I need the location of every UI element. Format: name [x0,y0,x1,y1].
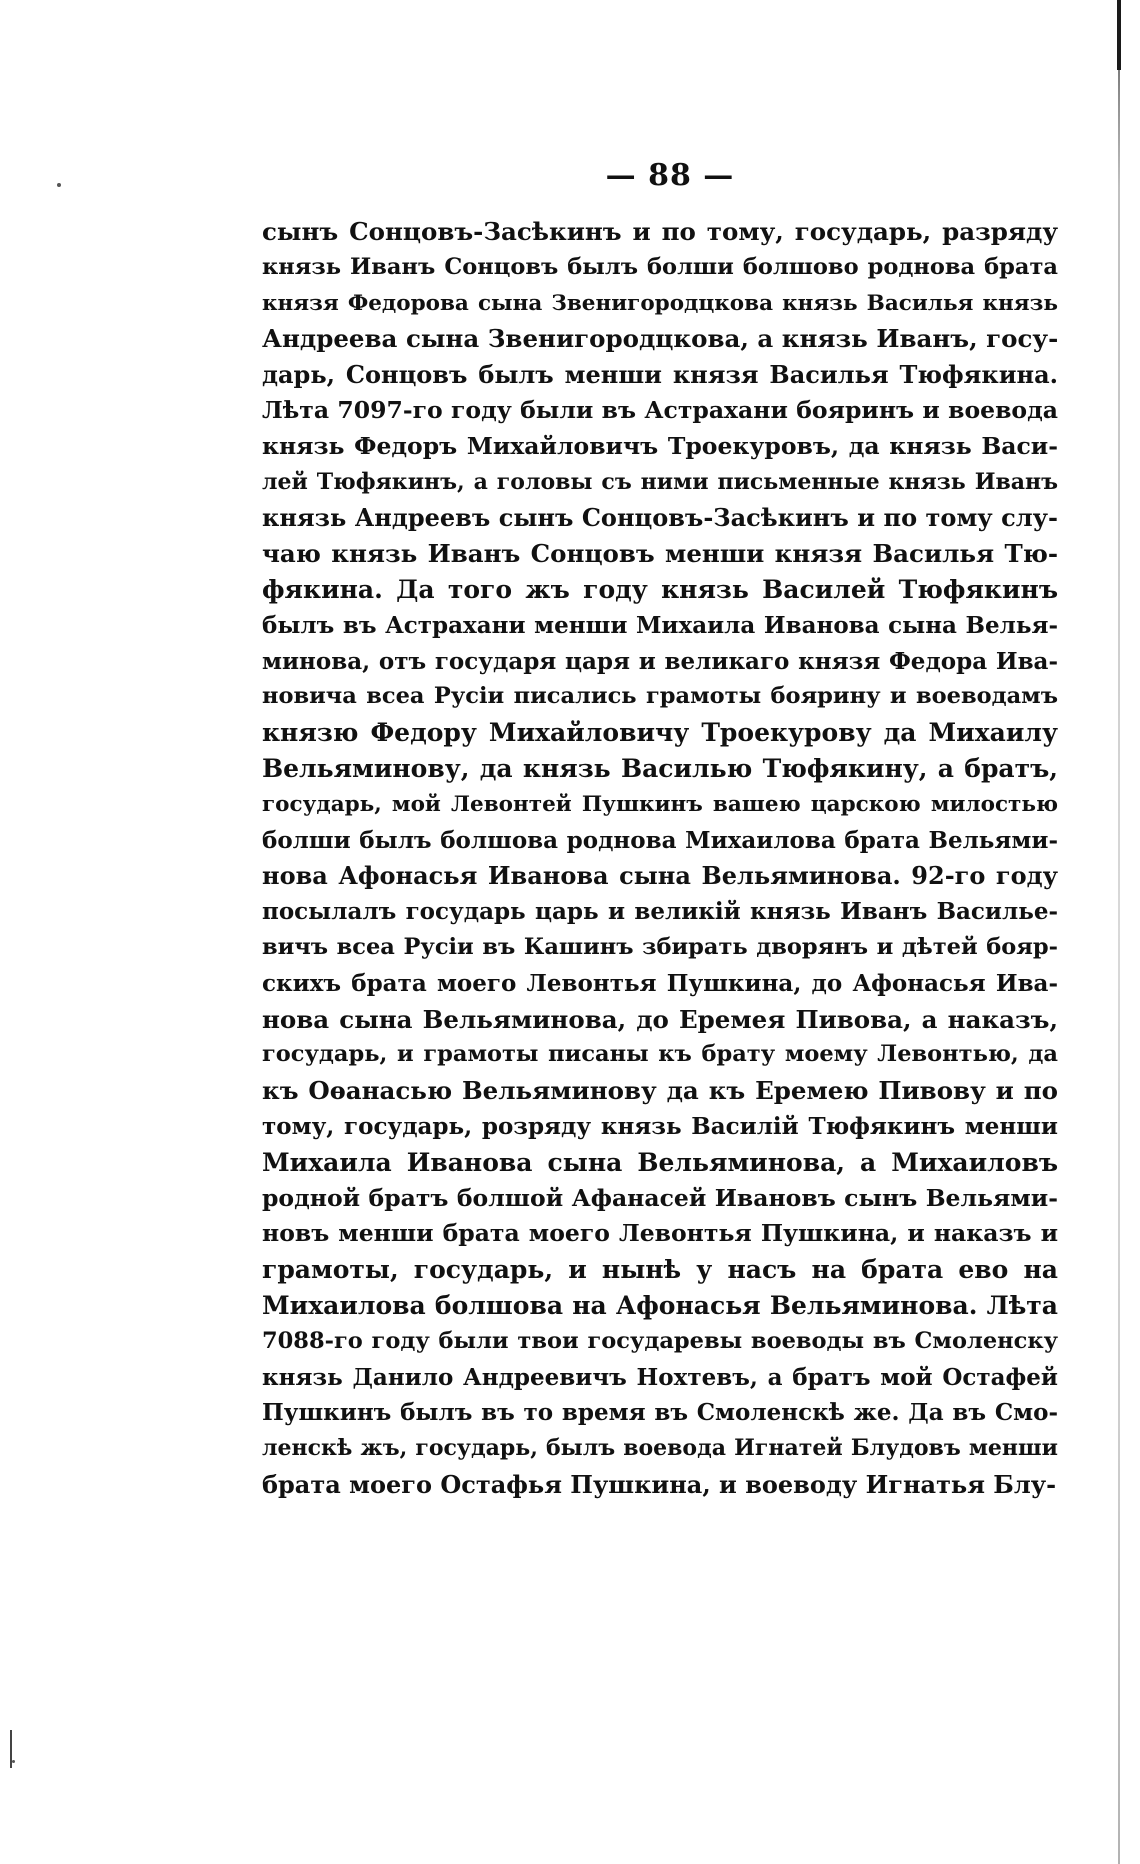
page-number-text: — 88 — [605,158,735,193]
text-line: посылалъ государь царь и великій князь Иванъ Василье- [262,898,1058,926]
text-line: Михаила Иванова сына Вельяминова, а Михаиловъ [262,1147,1058,1177]
text-line: Пушкинъ былъ въ то время въ Смоленскѣ же. Да въ Смо- [262,1399,1058,1427]
text-line: дарь, Сонцовъ былъ менши князя Василья Тюфякина. [262,360,1058,390]
text-line: былъ въ Астрахани менши Михаила Иванова сына Велья- [262,611,1058,639]
text-line: брата моего Остафья Пушкина, и воеводу Игнатья Блу- [262,1469,1057,1499]
text-line: грамоты, государь, и нынѣ у насъ на брата ево на [262,1255,1058,1285]
text-line: чаю князь Иванъ Сонцовъ менши князя Василья Тю- [262,539,1058,569]
text-line: нова сына Вельяминова, до Еремея Пивова, а наказъ, [262,1004,1058,1034]
text-line: князю Федору Михайловичу Троекурову да Михаилу [262,718,1058,748]
page-number [0,158,1140,193]
text-line: вичъ всеа Русіи въ Кашинъ збирать дворянъ и дѣтей бояр- [262,933,1058,960]
text-line: князь Андреевъ сынъ Сонцовъ-Засѣкинъ и по тому слу- [262,503,1058,533]
text-line: Андреева сына Звенигородцкова, а князь Иванъ, госу- [262,324,1059,354]
text-line: Лѣта 7097-го году были въ Астрахани бояринъ и воевода [262,395,1058,424]
text-line: государь, мой Левонтей Пушкинъ вашею царскою милостью [262,791,1058,817]
text-line: 7088-го году были твои государевы воеводы въ Смоленску [262,1327,1058,1354]
text-line: тому, государь, розряду князь Василій Тюфякинъ менши [262,1112,1058,1140]
text-line: родной братъ болшой Афанасей Ивановъ сынъ Вельями- [262,1183,1058,1212]
text-line: ленскѣ жъ, государь, былъ воевода Игнатей Блудовъ менши [262,1435,1058,1462]
text-line: князь Данило Андреевичъ Нохтевъ, а братъ мой Остафей [262,1363,1058,1391]
text-line: князь Иванъ Сонцовъ былъ болши болшово роднова брата [262,253,1058,280]
text-line: болши былъ болшова роднова Михаилова брата Вельями- [262,826,1058,854]
scan-edge-right-top [1117,0,1121,70]
text-line: Вельяминову, да князь Василью Тюфякину, а братъ, [262,753,1058,783]
scan-edge-right [1118,0,1120,1864]
text-line: новича всеа Русіи писались грамоты боярину и воеводамъ [262,683,1058,710]
text-line: къ Оѳанасью Вельяминову да къ Еремею Пивову и по [262,1076,1058,1106]
page-text [262,214,1058,1503]
text-line: князя Федорова сына Звенигородцкова князь Василья князь [262,290,1058,316]
text-line: минова, отъ государя царя и великаго князя Федора Ива- [262,647,1058,675]
text-line: новъ менши брата моего Левонтья Пушкина, и наказъ и [262,1219,1058,1248]
text-line: князь Федоръ Михайловичъ Троекуровъ, да князь Васи- [262,431,1058,460]
text-line: государь, и грамоты писаны къ брату моему Левонтью, да [262,1041,1058,1068]
text-line: скихъ брата моего Левонтья Пушкина, до Афонасья Ива- [262,969,1058,997]
text-line: сынъ Сонцовъ-Засѣкинъ и по тому, государь, разряду [262,217,1058,246]
text-line: лей Тюфякинъ, а головы съ ними письменные князь Иванъ [262,468,1058,495]
text-line: нова Афонасья Иванова сына Вельяминова. 92-го году [262,861,1058,891]
text-line: Михаилова болшова на Афонасья Вельяминова. Лѣта [262,1290,1058,1320]
text-line: фякина. Да того жъ году князь Василей Тюфякинъ [262,574,1058,604]
scan-dot-small [12,1760,15,1763]
